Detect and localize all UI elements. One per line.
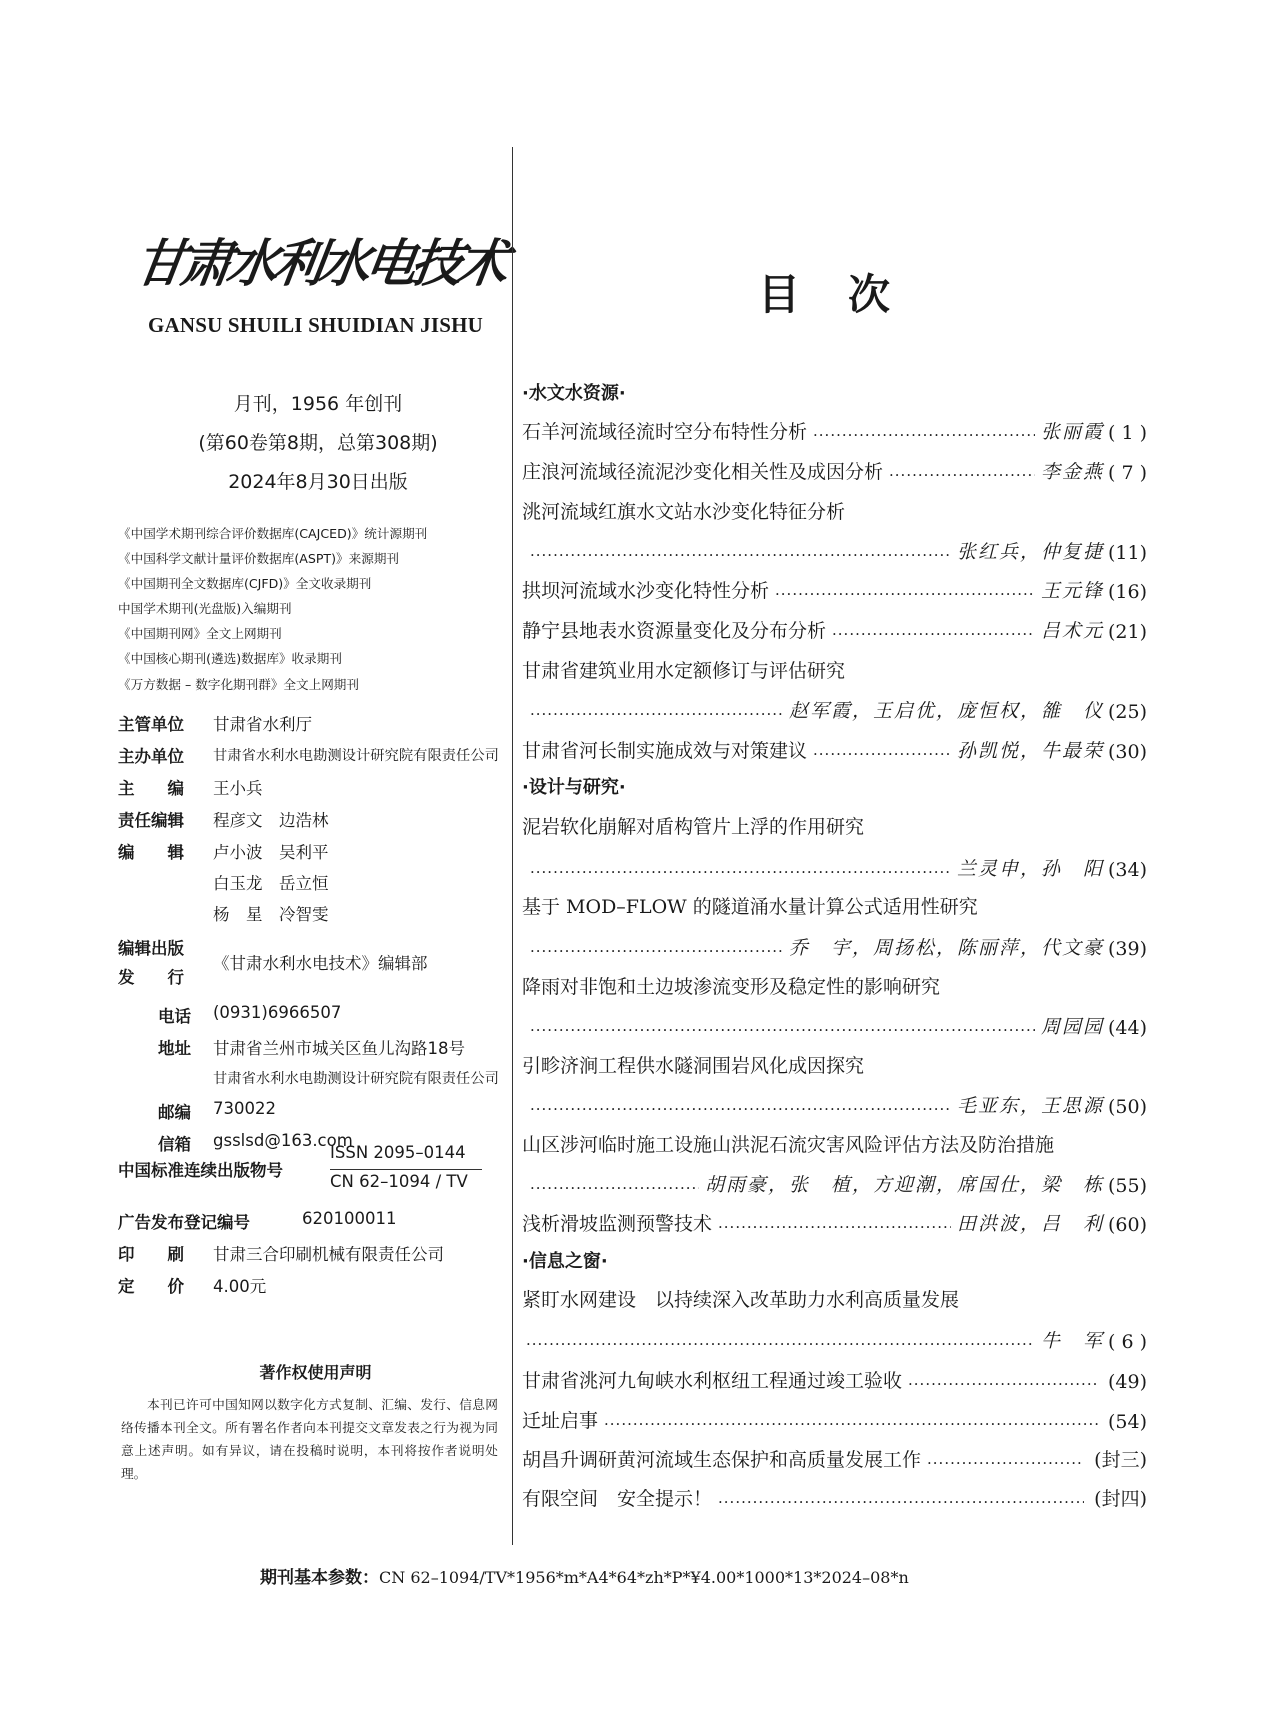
copyright-title: 著作权使用声明	[259, 1363, 372, 1382]
article-title: 基于 MOD–FLOW 的隧道涌水量计算公式适用性研究	[522, 896, 978, 918]
email-label: 信箱	[158, 1135, 191, 1154]
distributor-label: 发 行	[118, 968, 184, 987]
dot-leader	[604, 1415, 1098, 1433]
toc-section-heading: ·信息之窗·	[522, 1251, 608, 1272]
managing-editors-label: 责任编辑	[118, 811, 184, 830]
sponsor: 甘肃省水利水电勘测设计研究院有限责任公司	[213, 748, 499, 764]
dot-leader	[530, 863, 951, 881]
copyright-notice: 本刊已许可中国知网以数字化方式复制、汇编、发行、信息网络传播本刊全文。所有署名作者向本刊提交文章发表之行为视为同意上述声明。如有异议，请在投稿时说明，本刊将按作者说明处理。	[121, 1397, 498, 1481]
phone: (0931)6966507	[213, 1003, 342, 1022]
journal-name-en: GANSU SHUILI SHUIDIAN JISHU	[147, 313, 484, 337]
article-authors: 田洪波，吕 利	[956, 1213, 1104, 1235]
publisher-label: 编辑出版	[118, 939, 184, 958]
managing-editors: 程彦文 边浩林	[213, 811, 329, 830]
printer: 甘肃三合印刷机械有限责任公司	[213, 1245, 444, 1264]
editors-line: 杨 星 冷智雯	[213, 905, 329, 924]
issn-divider	[330, 1169, 482, 1170]
sponsor-label: 主办单位	[118, 747, 184, 766]
ad-registration-label: 广告发布登记编号	[118, 1213, 250, 1232]
editors-label: 编 辑	[118, 843, 184, 862]
article-title: 降雨对非饱和土边坡渗流变形及稳定性的影响研究	[522, 976, 941, 998]
article-page: (55)	[1107, 1175, 1147, 1197]
article-authors: 兰灵申，孙 阳	[956, 858, 1104, 880]
article-authors: 牛 军	[1040, 1330, 1104, 1352]
article-page: (25)	[1107, 701, 1147, 723]
article-title: 石羊河流域径流时空分布特性分析	[522, 421, 808, 443]
article-page: (54)	[1107, 1411, 1147, 1433]
parameters-label: 期刊基本参数：	[260, 1568, 379, 1588]
journal-logo: 甘肃水利水电技术	[131, 234, 508, 294]
indexing-item: 《中国期刊全文数据库(CJFD)》全文收录期刊	[118, 576, 372, 592]
article-authors: 赵军霞，王启优，庞恒权，雒 仪	[788, 700, 1104, 722]
toc-entry-title[interactable]	[522, 811, 1147, 839]
indexing-item: 《万方数据 – 数字化期刊群》全文上网期刊	[118, 676, 359, 692]
article-page: (16)	[1107, 581, 1147, 603]
toc-entry-title[interactable]	[522, 496, 1147, 524]
journal-parameters	[260, 1563, 909, 1588]
article-authors: 李金燕	[1040, 461, 1104, 483]
dot-leader	[530, 705, 783, 723]
indexing-item: 《中国科学文献计量评价数据库(ASPT)》来源期刊	[118, 551, 400, 567]
article-authors: 孙凯悦，牛最荣	[956, 740, 1104, 762]
toc-entry[interactable]	[522, 615, 1147, 643]
parameters-value: CN 62–1094/TV*1956*m*A4*64*zh*P*¥4.00*1000*13*2024–08*n	[379, 1568, 909, 1587]
article-title: 泥岩软化崩解对盾构管片上浮的作用研究	[522, 816, 865, 838]
article-title: 拱坝河流域水沙变化特性分析	[522, 580, 770, 602]
dot-leader	[927, 1454, 1084, 1472]
toc-entry[interactable]	[522, 416, 1147, 444]
dot-leader	[530, 942, 783, 960]
article-page: (44)	[1107, 1017, 1147, 1039]
toc-section-heading: ·设计与研究·	[522, 777, 626, 798]
article-page: ( 1 )	[1108, 422, 1147, 444]
article-authors: 乔 宇，周扬松，陈丽萍，代文豪	[788, 937, 1104, 959]
volume-issue: (第60卷第8期，总第308期)	[198, 432, 438, 454]
article-title: 迁址启事	[522, 1410, 599, 1432]
toc-entry[interactable]	[522, 1208, 1147, 1236]
chief-editor-label: 主 编	[118, 779, 184, 798]
dot-leader	[889, 466, 1035, 484]
indexing-item: 《中国学术期刊综合评价数据库(CAJCED)》统计源期刊	[118, 526, 428, 541]
indexing-list	[118, 521, 427, 697]
article-page: (封三)	[1094, 1449, 1147, 1471]
toc-entry-detail[interactable]	[522, 853, 1147, 881]
dot-leader	[813, 426, 1035, 444]
indexing-item: 中国学术期刊(光盘版)入编期刊	[118, 601, 292, 617]
indexing-item: 《中国核心期刊(遴选)数据库》收录期刊	[118, 651, 342, 667]
article-page: ( 7 )	[1108, 462, 1147, 484]
article-authors: 张红兵，仲复捷	[956, 541, 1104, 563]
toc-title: 目次	[758, 270, 939, 319]
publication-frequency: 月刊，1956 年创刊	[233, 393, 403, 415]
toc-entry[interactable]	[522, 575, 1147, 603]
article-title: 胡昌升调研黄河流域生态保护和高质量发展工作	[522, 1449, 922, 1471]
article-title: 甘肃省河长制实施成效与对策建议	[522, 740, 808, 762]
toc-entry[interactable]	[522, 456, 1147, 484]
article-page: (封四)	[1094, 1488, 1147, 1510]
article-authors: 吕术元	[1040, 620, 1104, 642]
article-page: (39)	[1107, 938, 1147, 960]
article-title: 有限空间 安全提示！	[522, 1488, 713, 1510]
toc-entry-title[interactable]	[522, 1284, 1147, 1312]
toc-entry-title[interactable]	[522, 971, 1147, 999]
publication-date: 2024年8月30日出版	[228, 471, 408, 493]
toc-entry-detail[interactable]	[522, 536, 1147, 564]
editors-line: 白玉龙 岳立恒	[213, 874, 329, 893]
toc-entry-title[interactable]	[522, 1129, 1147, 1157]
article-page: (49)	[1107, 1371, 1147, 1393]
toc-entry-detail[interactable]	[522, 932, 1147, 960]
dot-leader	[908, 1375, 1098, 1393]
article-page: ( 6 )	[1108, 1331, 1147, 1353]
supervisor: 甘肃省水利厅	[213, 715, 312, 734]
dot-leader	[832, 625, 1035, 643]
toc-entry-detail[interactable]	[522, 1325, 1147, 1353]
toc-entry-title[interactable]	[522, 1050, 1147, 1078]
dot-leader	[718, 1218, 951, 1236]
cn-number: CN 62–1094 / TV	[330, 1172, 468, 1191]
toc-entry[interactable]	[522, 1483, 1147, 1511]
article-authors: 胡雨豪，张 植，方迎潮，席国仕，梁 栋	[704, 1174, 1104, 1196]
address-line-2: 甘肃省水利水电勘测设计研究院有限责任公司	[213, 1071, 499, 1087]
toc-entry[interactable]	[522, 735, 1147, 763]
toc-entry-detail[interactable]	[522, 1011, 1147, 1039]
article-title: 甘肃省洮河九甸峡水利枢纽工程通过竣工验收	[522, 1370, 903, 1392]
dot-leader	[530, 1100, 951, 1118]
phone-label: 电话	[158, 1007, 191, 1026]
postcode-label: 邮编	[158, 1103, 191, 1122]
article-title: 甘肃省建筑业用水定额修订与评估研究	[522, 660, 846, 682]
address-label: 地址	[158, 1039, 191, 1058]
publisher: 《甘肃水利水电技术》编辑部	[213, 954, 428, 973]
article-authors: 王元锋	[1040, 580, 1104, 602]
address: 甘肃省兰州市城关区鱼儿沟路18号	[213, 1039, 465, 1058]
article-page: (11)	[1107, 542, 1147, 564]
article-authors: 毛亚东，王思源	[956, 1095, 1104, 1117]
toc-entry[interactable]	[522, 1405, 1147, 1433]
article-title: 静宁县地表水资源量变化及分布分析	[522, 620, 827, 642]
chief-editor: 王小兵	[213, 779, 263, 798]
price-label: 定 价	[118, 1277, 184, 1296]
issn: ISSN 2095–0144	[330, 1143, 466, 1162]
dot-leader	[718, 1493, 1084, 1511]
article-page: (21)	[1107, 621, 1147, 643]
printer-label: 印 刷	[118, 1245, 184, 1264]
article-authors: 周园园	[1040, 1016, 1104, 1038]
article-page: (34)	[1107, 859, 1147, 881]
editors-line: 卢小波 吴利平	[213, 843, 329, 862]
toc-entry-detail[interactable]	[522, 1169, 1147, 1197]
ad-registration-number: 620100011	[302, 1209, 397, 1228]
dot-leader	[526, 1335, 1035, 1353]
article-title: 洮河流域红旗水文站水沙变化特征分析	[522, 501, 846, 523]
dot-leader	[530, 546, 951, 564]
dot-leader	[530, 1021, 1035, 1039]
article-page: (50)	[1107, 1096, 1147, 1118]
postcode: 730022	[213, 1099, 276, 1118]
column-divider	[512, 147, 513, 1545]
toc-entry[interactable]	[522, 1444, 1147, 1472]
indexing-item: 《中国期刊网》全文上网期刊	[118, 626, 282, 642]
dot-leader	[775, 585, 1035, 603]
dot-leader	[813, 745, 951, 763]
article-title: 紧盯水网建设 以持续深入改革助力水利高质量发展	[522, 1289, 960, 1311]
toc-entry-title[interactable]	[522, 655, 1147, 683]
toc-entry-title[interactable]	[522, 891, 1147, 919]
toc-entry-detail[interactable]	[522, 1090, 1147, 1118]
dot-leader	[530, 1179, 699, 1197]
article-authors: 张丽霞	[1040, 421, 1104, 443]
price: 4.00元	[213, 1277, 267, 1296]
article-title: 山区涉河临时施工设施山洪泥石流灾害风险评估方法及防治措施	[522, 1134, 1055, 1156]
toc-entry-detail[interactable]	[522, 695, 1147, 723]
serial-number-label: 中国标准连续出版物号	[118, 1161, 283, 1180]
article-page: (60)	[1107, 1214, 1147, 1236]
toc-section-heading: ·水文水资源·	[522, 383, 626, 404]
email: gsslsd@163.com	[213, 1131, 353, 1150]
article-page: (30)	[1107, 741, 1147, 763]
supervisor-label: 主管单位	[118, 715, 184, 734]
article-title: 浅析滑坡监测预警技术	[522, 1213, 713, 1235]
article-title: 庄浪河流域径流泥沙变化相关性及成因分析	[522, 461, 884, 483]
toc-entry[interactable]	[522, 1365, 1147, 1393]
article-title: 引畛济涧工程供水隧洞围岩风化成因探究	[522, 1055, 865, 1077]
